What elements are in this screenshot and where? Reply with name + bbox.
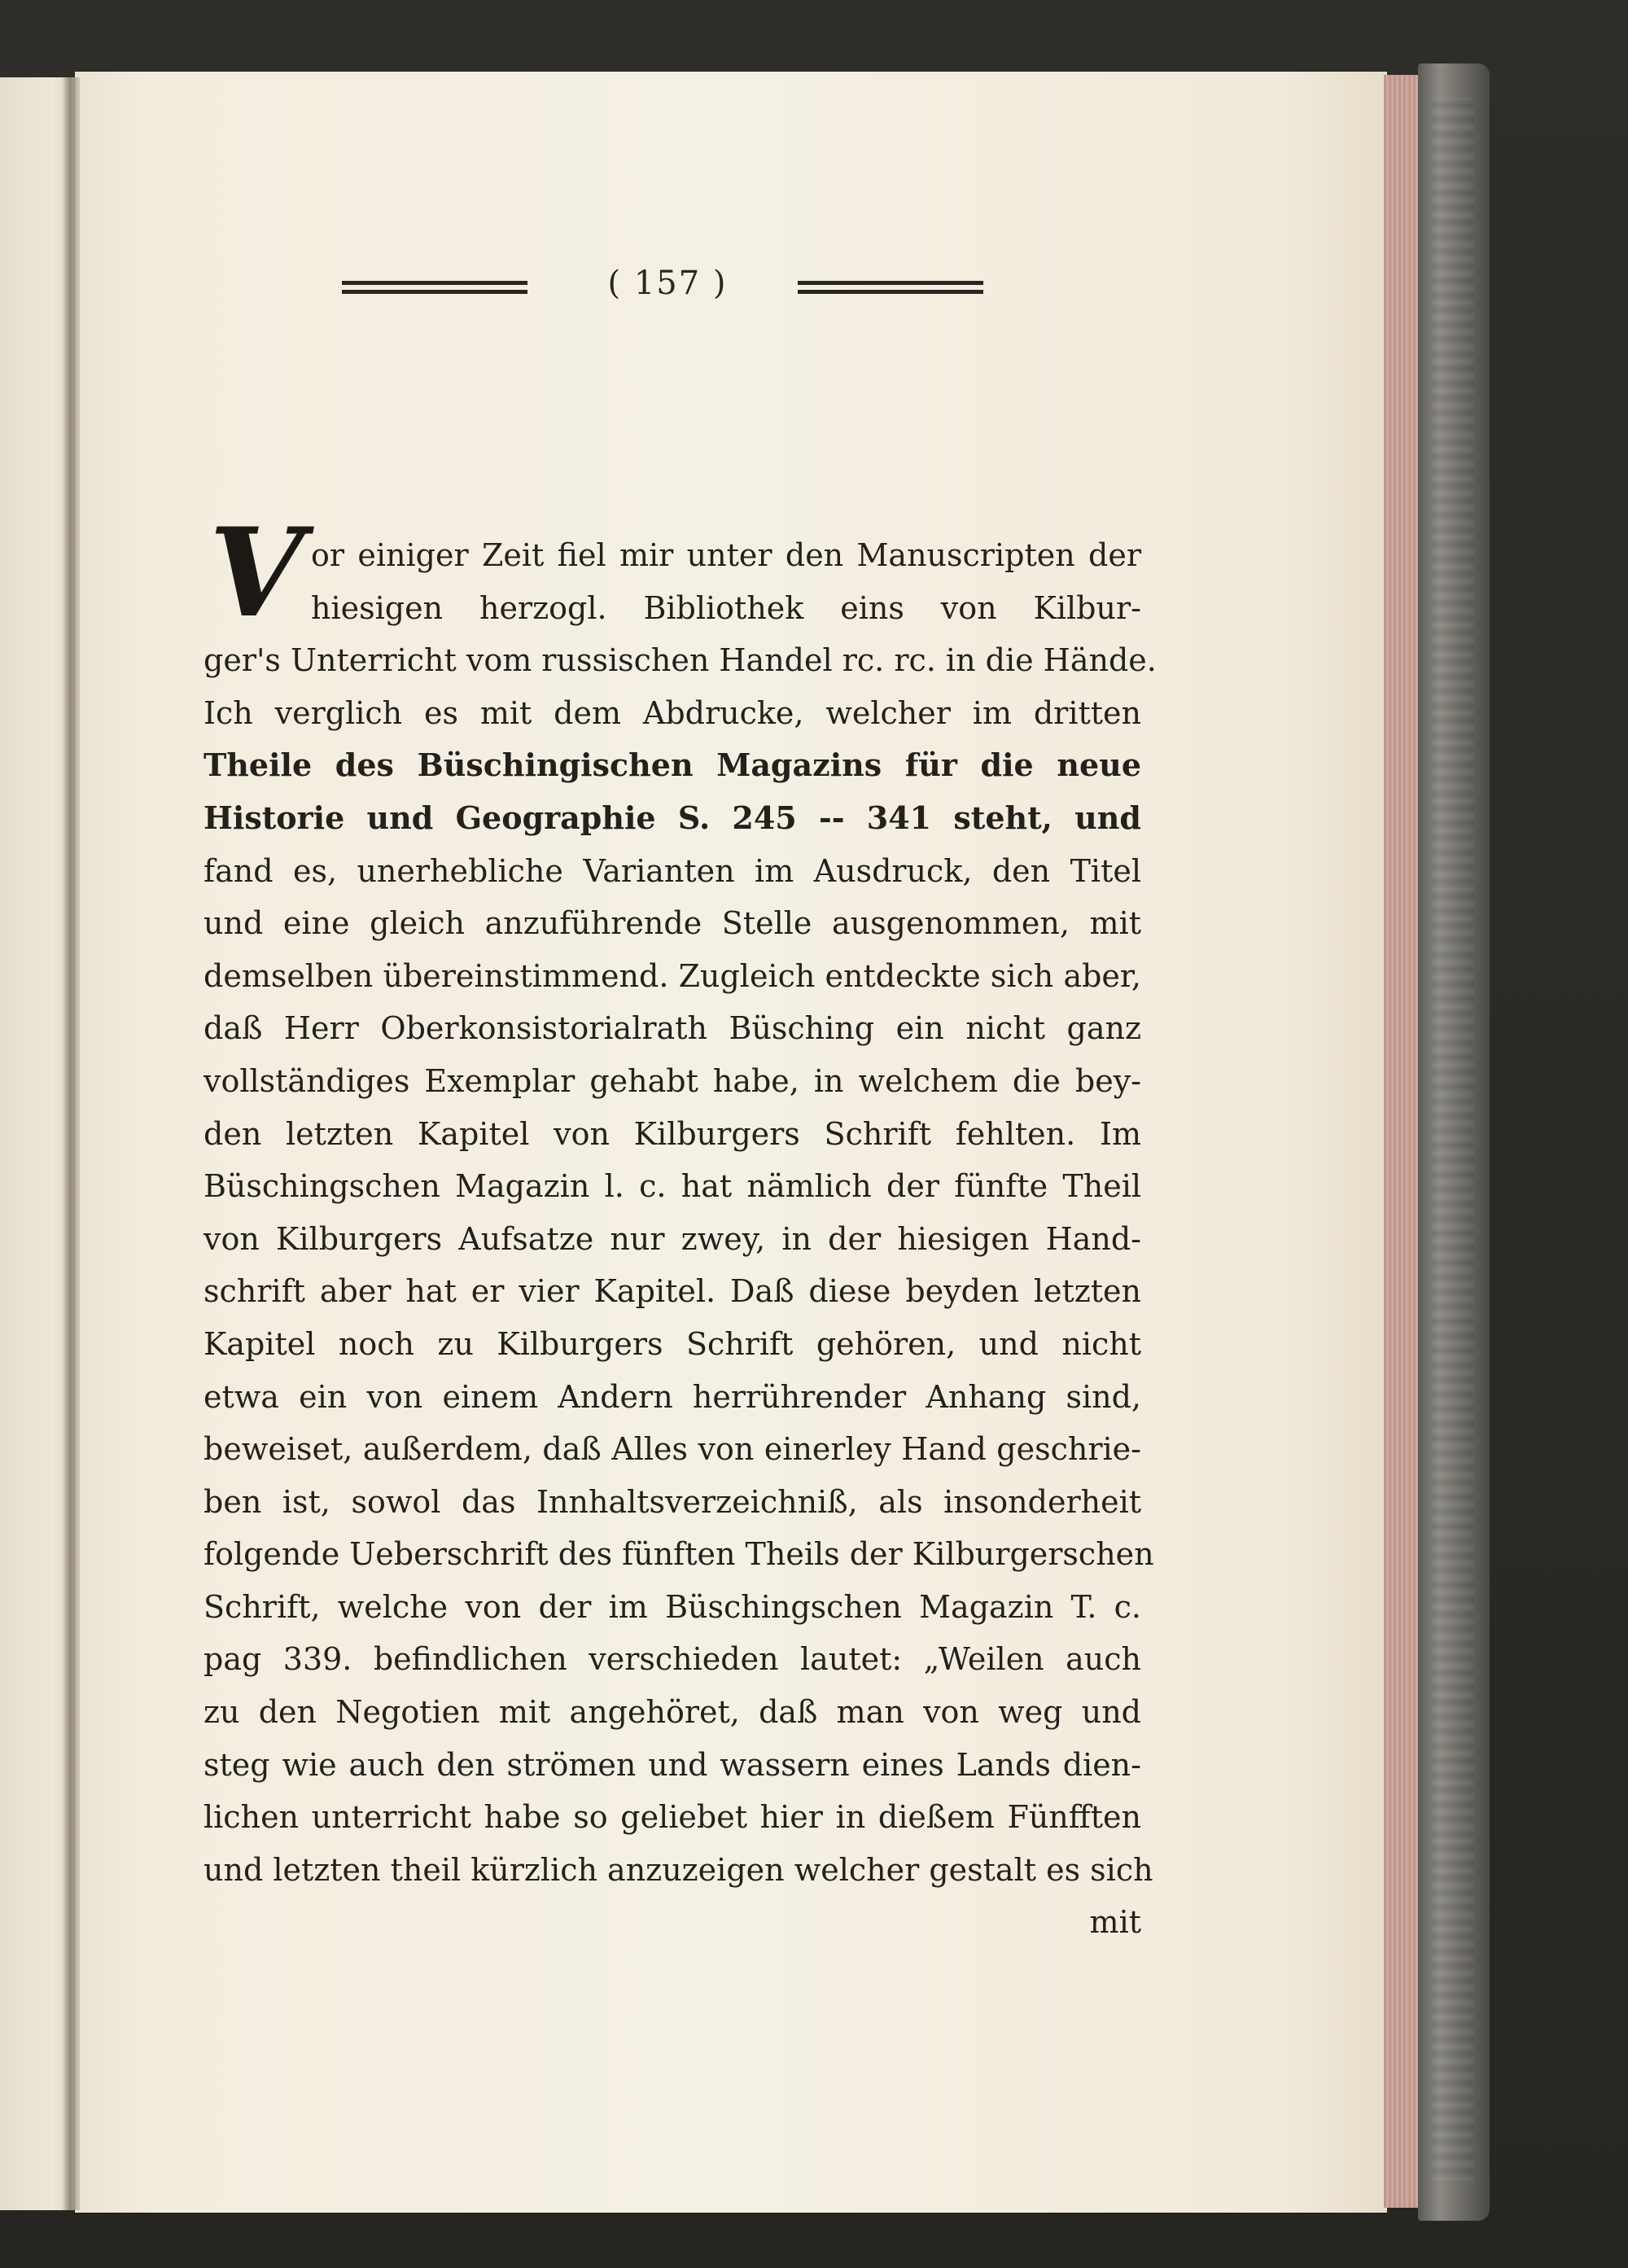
text-line: Ich verglich es mit dem Abdrucke, welcher im dritten — [204, 694, 1141, 731]
running-header — [342, 265, 985, 313]
cover-texture — [1433, 98, 1473, 2182]
text-line: fand es, unerhebliche Varianten im Ausdruck, den Titel — [204, 852, 1141, 889]
text-line: Büschingschen Magazin l. c. hat nämlich der fünfte Theil — [204, 1168, 1141, 1205]
text-line: folgende Ueberschrift des fünften Theils der Kilburgerschen — [204, 1536, 1154, 1573]
gutter-shadow — [62, 77, 80, 2210]
text-line: und eine gleich anzuführende Stelle ausgenommen, mit — [204, 905, 1141, 942]
text-line: ben ist, sowol das Innhaltsverzeichniß, als insonderheit — [204, 1483, 1141, 1520]
page-edges — [1384, 75, 1423, 2208]
drop-initial: V — [208, 501, 304, 645]
text-line: beweiset, außerdem, daß Alles von einerley Hand geschrie- — [204, 1431, 1141, 1468]
text-line: und letzten theil kürzlich anzuzeigen welcher gestalt es sich — [204, 1851, 1153, 1888]
text-line: steg wie auch den strömen und wassern eines Lands dien- — [204, 1746, 1141, 1783]
text-line: demselben übereinstimmend. Zugleich entdeckte sich aber, — [204, 957, 1141, 994]
text-line: etwa ein von einem Andern herrührender Anhang sind, — [204, 1378, 1141, 1415]
text-line: Schrift, welche von der im Büschingschen Magazin T. c. — [204, 1588, 1141, 1625]
text-line: ger's Unterricht vom russischen Handel rc. rc. in die Hände. — [204, 642, 1157, 679]
text-line: schrift aber hat er vier Kapitel. Daß diese beyden letzten — [204, 1273, 1141, 1310]
text-line: pag 339. befindlichen verschieden lautet: „Weilen auch — [204, 1641, 1141, 1678]
header-rule-left — [342, 281, 527, 294]
text-line: Historie und Geographie S. 245 -- 341 steht, und — [204, 799, 1141, 836]
text-line: lichen unterricht habe so geliebet hier in dießem Fünfften — [204, 1799, 1141, 1836]
text-line: den letzten Kapitel von Kilburgers Schrift fehlten. Im — [204, 1115, 1141, 1152]
body-text — [204, 501, 1157, 1949]
text-line: Theile des Büschingischen Magazins für die neue — [204, 747, 1141, 784]
text-line: or einiger Zeit fiel mir unter den Manuscripten der — [311, 537, 1141, 573]
text-line: von Kilburgers Aufsatze nur zwey, in der hiesigen Hand- — [204, 1220, 1141, 1257]
catchword: mit — [1089, 1904, 1141, 1941]
header-rule-right — [798, 281, 983, 294]
text-line: vollständiges Exemplar gehabt habe, in welchem die bey- — [204, 1062, 1141, 1099]
text-line: zu den Negotien mit angehöret, daß man von weg und — [204, 1694, 1141, 1731]
text-line: Kapitel noch zu Kilburgers Schrift gehören, und nicht — [204, 1325, 1141, 1362]
text-line: hiesigen herzogl. Bibliothek eins von Kilbur- — [311, 589, 1141, 626]
text-line: daß Herr Oberkonsistorialrath Büsching ein nicht ganz — [204, 1010, 1141, 1047]
page-number: ( 157 ) — [607, 265, 728, 302]
